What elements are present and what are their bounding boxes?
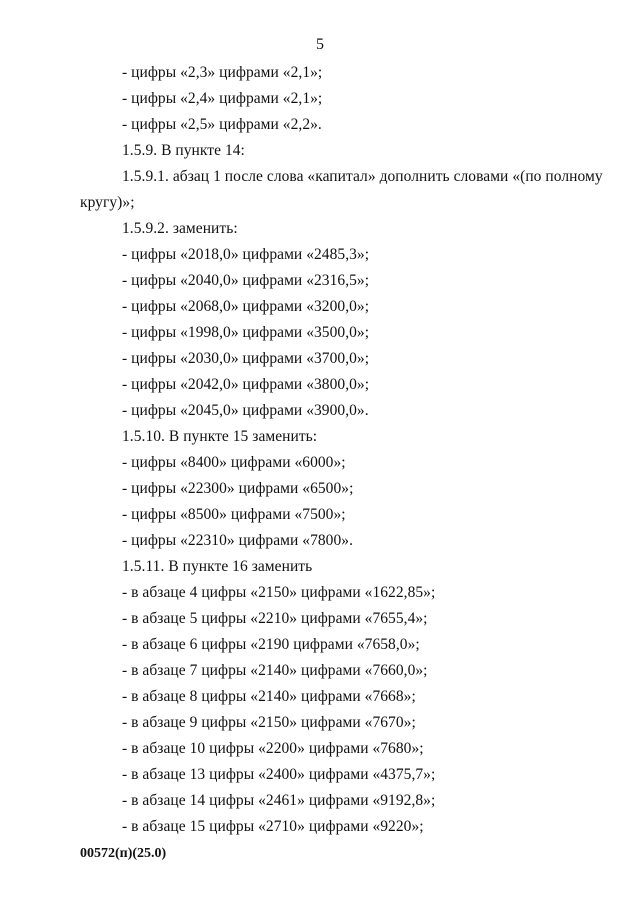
- list-item: - цифры «22310» цифрами «7800».: [122, 532, 353, 549]
- list-item: - в абзаце 13 цифры «2400» цифрами «4375,7»;: [122, 766, 436, 783]
- section-heading: 1.5.11. В пункте 16 заменить: [122, 558, 313, 575]
- section-heading: 1.5.10. В пункте 15 заменить:: [122, 428, 318, 445]
- list-item: - в абзаце 9 цифры «2150» цифрами «7670»;: [122, 714, 416, 731]
- list-item: - в абзаце 6 цифры «2190 цифрами «7658,0»;: [122, 636, 420, 653]
- list-item: - в абзаце 4 цифры «2150» цифрами «1622,85»;: [122, 584, 436, 601]
- list-item: - цифры «1998,0» цифрами «3500,0»;: [122, 324, 370, 341]
- list-item: - цифры «2018,0» цифрами «2485,3»;: [122, 246, 370, 263]
- list-item: - в абзаце 14 цифры «2461» цифрами «9192,8»;: [122, 792, 436, 809]
- footer-code: 00572(п)(25.0): [80, 846, 167, 861]
- list-item: - цифры «2,5» цифрами «2,2».: [122, 116, 322, 133]
- list-item: - в абзаце 5 цифры «2210» цифрами «7655,4»;: [122, 610, 428, 627]
- list-item: - в абзаце 15 цифры «2710» цифрами «9220»;: [122, 818, 424, 835]
- list-item: - в абзаце 7 цифры «2140» цифрами «7660,0»;: [122, 662, 428, 679]
- list-item: - цифры «8500» цифрами «7500»;: [122, 506, 346, 523]
- list-item: - цифры «2042,0» цифрами «3800,0»;: [122, 376, 370, 393]
- list-item: - цифры «22300» цифрами «6500»;: [122, 480, 354, 497]
- page-number: 5: [316, 36, 324, 53]
- section-heading: 1.5.9. В пункте 14:: [122, 142, 245, 159]
- list-item: - цифры «8400» цифрами «6000»;: [122, 454, 346, 471]
- list-item: - цифры «2068,0» цифрами «3200,0»;: [122, 298, 370, 315]
- list-item: - цифры «2030,0» цифрами «3700,0»;: [122, 350, 370, 367]
- list-item: - в абзаце 10 цифры «2200» цифрами «7680»;: [122, 740, 424, 757]
- section-heading: 1.5.9.2. заменить:: [122, 220, 238, 237]
- list-item: - цифры «2,4» цифрами «2,1»;: [122, 90, 323, 107]
- paragraph: 1.5.9.1. абзац 1 после слова «капитал» дополнить словами «(по полному: [122, 168, 603, 185]
- list-item: - цифры «2040,0» цифрами «2316,5»;: [122, 272, 370, 289]
- list-item: - в абзаце 8 цифры «2140» цифрами «7668»;: [122, 688, 416, 705]
- paragraph-continuation: кругу)»;: [80, 194, 135, 211]
- list-item: - цифры «2045,0» цифрами «3900,0».: [122, 402, 369, 419]
- list-item: - цифры «2,3» цифрами «2,1»;: [122, 64, 323, 81]
